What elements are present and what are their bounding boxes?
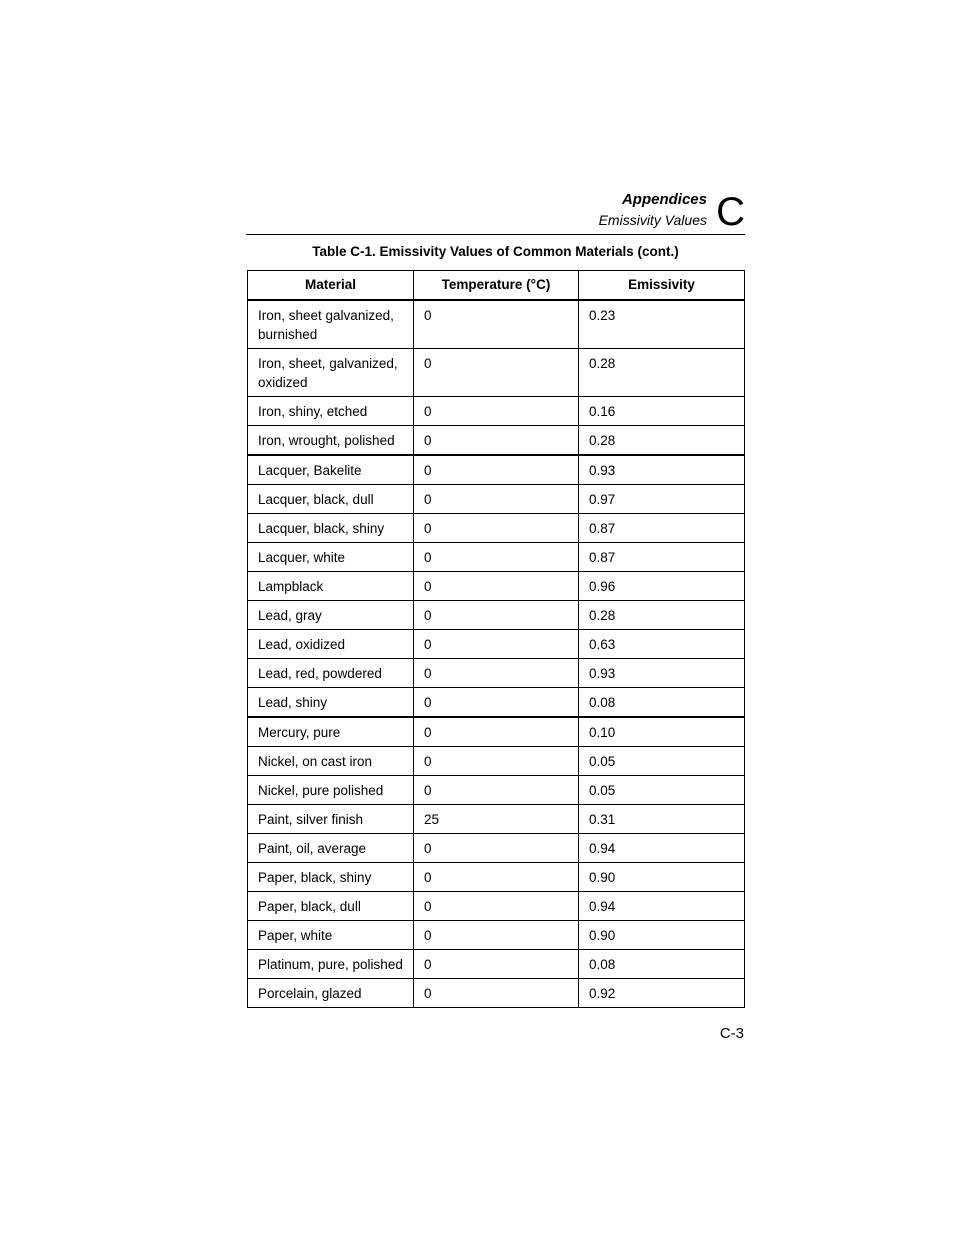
table-row [248,300,745,349]
cell-emissivity: 0.93 [579,659,745,688]
header-text [599,190,707,230]
header-subsection-title: Emissivity Values [598,212,707,228]
cell-temperature: 0 [414,979,579,1008]
cell-temperature: 25 [414,805,579,834]
table-row [248,921,745,950]
cell-material: Iron, sheet, galvanized, oxidized [248,349,414,397]
cell-emissivity: 0.23 [579,300,745,349]
table-row [248,834,745,863]
cell-emissivity: 0.28 [579,426,745,456]
table-row [248,572,745,601]
table-row [248,776,745,805]
cell-material: Lead, oxidized [248,630,414,659]
table-title: Table C-1. Emissivity Values of Common Materials (cont.) [312,244,679,259]
table-row [248,688,745,718]
cell-emissivity: 0.05 [579,747,745,776]
table-row [248,805,745,834]
cell-material: Lampblack [248,572,414,601]
table-row [248,514,745,543]
table-row [248,863,745,892]
cell-temperature: 0 [414,397,579,426]
cell-emissivity: 0.93 [579,455,745,485]
cell-temperature: 0 [414,717,579,747]
cell-material: Lacquer, Bakelite [248,455,414,485]
cell-material: Lead, shiny [248,688,414,718]
cell-emissivity: 0.90 [579,921,745,950]
cell-material: Platinum, pure, polished [248,950,414,979]
cell-material: Nickel, pure polished [248,776,414,805]
cell-material: Paper, white [248,921,414,950]
cell-emissivity: 0.10 [579,717,745,747]
cell-material: Paint, silver finish [248,805,414,834]
cell-emissivity: 0.08 [579,688,745,718]
cell-emissivity: 0.94 [579,892,745,921]
table-header-row [248,271,745,301]
cell-material: Paint, oil, average [248,834,414,863]
cell-temperature: 0 [414,300,579,349]
table-row [248,426,745,456]
cell-emissivity: 0.28 [579,601,745,630]
cell-material: Nickel, on cast iron [248,747,414,776]
column-header-emissivity: Emissivity [579,271,745,301]
cell-emissivity: 0.96 [579,572,745,601]
cell-temperature: 0 [414,514,579,543]
table-body [248,300,745,1008]
cell-material: Iron, shiny, etched [248,397,414,426]
cell-temperature: 0 [414,950,579,979]
cell-temperature: 0 [414,747,579,776]
appendix-letter: C [716,190,745,234]
cell-temperature: 0 [414,349,579,397]
table-row [248,630,745,659]
cell-emissivity: 0.90 [579,863,745,892]
cell-emissivity: 0.05 [579,776,745,805]
cell-emissivity: 0.94 [579,834,745,863]
cell-temperature: 0 [414,921,579,950]
cell-temperature: 0 [414,630,579,659]
table-row [248,747,745,776]
cell-material: Lacquer, white [248,543,414,572]
page-header [246,190,745,235]
cell-temperature: 0 [414,572,579,601]
cell-emissivity: 0.87 [579,543,745,572]
cell-emissivity: 0.87 [579,514,745,543]
table-row [248,485,745,514]
cell-emissivity: 0.63 [579,630,745,659]
table-row [248,455,745,485]
cell-temperature: 0 [414,659,579,688]
cell-material: Paper, black, shiny [248,863,414,892]
cell-emissivity: 0.16 [579,397,745,426]
cell-material: Paper, black, dull [248,892,414,921]
cell-material: Iron, sheet galvanized, burnished [248,300,414,349]
cell-material: Porcelain, glazed [248,979,414,1008]
cell-emissivity: 0.28 [579,349,745,397]
column-header-material: Material [248,271,414,301]
emissivity-table [247,270,745,1008]
cell-temperature: 0 [414,688,579,718]
cell-temperature: 0 [414,485,579,514]
cell-temperature: 0 [414,601,579,630]
cell-material: Iron, wrought, polished [248,426,414,456]
table-row [248,601,745,630]
cell-emissivity: 0.31 [579,805,745,834]
cell-temperature: 0 [414,776,579,805]
cell-emissivity: 0.08 [579,950,745,979]
cell-material: Mercury, pure [248,717,414,747]
table-row [248,717,745,747]
table-row [248,659,745,688]
cell-temperature: 0 [414,834,579,863]
table-row [248,349,745,397]
cell-temperature: 0 [414,426,579,456]
cell-temperature: 0 [414,863,579,892]
cell-material: Lacquer, black, dull [248,485,414,514]
column-header-temperature: Temperature (°C) [414,271,579,301]
table-row [248,979,745,1008]
cell-temperature: 0 [414,543,579,572]
table-row [248,397,745,426]
table-row [248,950,745,979]
cell-emissivity: 0.92 [579,979,745,1008]
cell-material: Lacquer, black, shiny [248,514,414,543]
table-row [248,543,745,572]
cell-material: Lead, red, powdered [248,659,414,688]
cell-temperature: 0 [414,892,579,921]
table-row [248,892,745,921]
page-number: C-3 [719,1025,744,1042]
header-section-title: Appendices [621,191,707,208]
cell-material: Lead, gray [248,601,414,630]
cell-emissivity: 0.97 [579,485,745,514]
cell-temperature: 0 [414,455,579,485]
